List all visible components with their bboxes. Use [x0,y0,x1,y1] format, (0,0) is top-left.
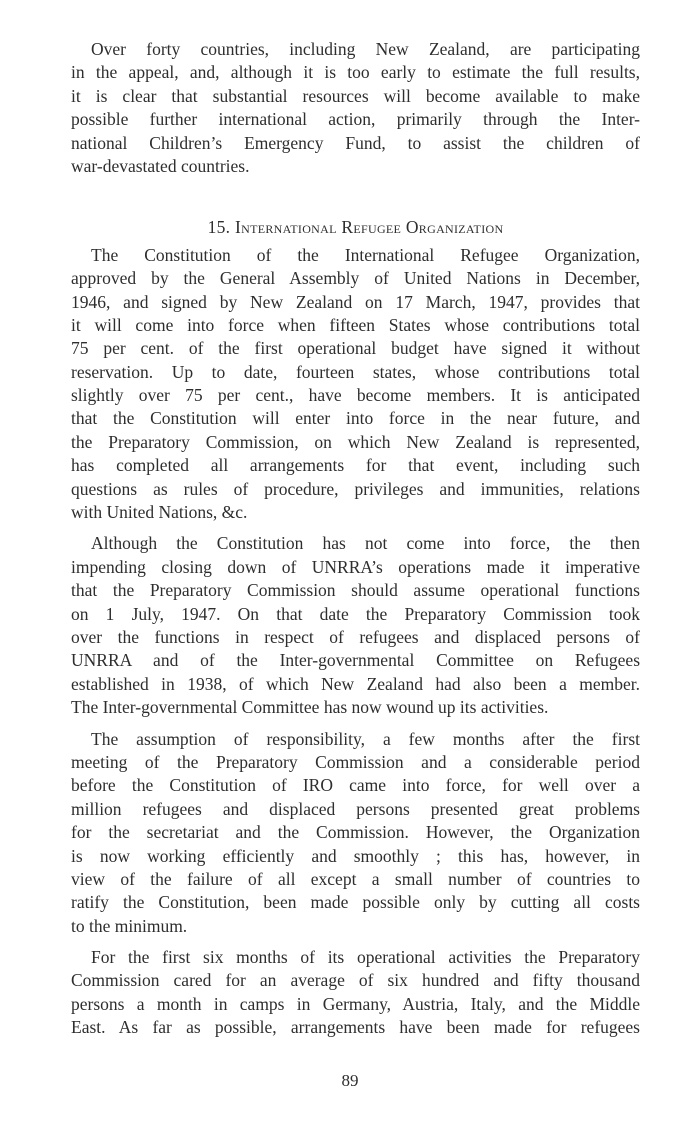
text-line: Over forty countries, including New Zealand, are participating [91,39,640,59]
text-line: possible further international action, primarily through the Inter- [71,109,640,130]
section-heading: 15. International Refugee Organization [207,217,504,238]
text-line: ratify the Constitution, been made possible only by cutting all costs [71,892,640,913]
text-line: Although the Constitution has not come into force, the then [91,533,640,554]
text-line: it is clear that substantial resources will become available to make [71,85,640,106]
text-line: on 1 July, 1947. On that date the Preparatory Commission took [71,603,640,624]
text-line: 1946, and signed by New Zealand on 17 March, 1947, provides that [71,291,640,312]
paragraph [71,38,640,178]
text-line: 75 per cent. of the first operational budget have signed it without [71,338,640,359]
text-line: Commission cared for an average of six hundred and fifty thousand [71,970,640,991]
text-line: over the functions in respect of refugees and displaced persons of [71,626,640,647]
text-line: view of the failure of all except a small number of countries to [71,868,640,889]
text-line: East. As far as possible, arrangements have been made for refugees [71,1017,640,1038]
text-line: that the Preparatory Commission should assume operational functions [71,580,640,601]
text-line: it will come into force when fifteen States whose contributions total [71,314,640,335]
document-page [71,38,640,1048]
text-line: the Preparatory Commission, on which New Zealand is represented, [71,431,640,452]
text-line: that the Constitution will enter into force in the near future, and [71,408,640,429]
text-line: questions as rules of procedure, privileges and immunities, relations [71,478,640,499]
text-line: persons a month in camps in Germany, Austria, Italy, and the Middle [71,993,640,1014]
text-line: national Children’s Emergency Fund, to assist the children of [71,132,640,153]
text-line: The Inter-governmental Committee has now wound up its activities. [71,697,549,718]
text-line: before the Constitution of IRO came into force, for well over a [71,775,640,796]
text-line: to the minimum. [71,915,188,936]
text-line: For the first six months of its operational activities the Preparatory [91,947,640,968]
text-line: meeting of the Preparatory Commission and a considerable period [71,751,640,772]
paragraph [71,532,640,719]
text-line: war-devastated countries. [71,155,250,176]
paragraph [71,946,640,1040]
text-line: reservation. Up to date, fourteen states, whose contributions total [71,361,640,382]
text-line: approved by the General Assembly of United Nations in December, [71,268,640,289]
paragraph [71,728,640,939]
text-line: slightly over 75 per cent., have become members. It is anticipated [71,385,640,406]
text-line: established in 1938, of which New Zealand had also been a member. [71,673,640,694]
text-line: for the secretariat and the Commission. However, the Organization [71,822,640,843]
text-line: million refugees and displaced persons presented great problems [71,798,640,819]
text-line: in the appeal, and, although it is too early to estimate the full results, [71,62,640,83]
text-line: is now working efficiently and smoothly ; this has, however, in [71,845,640,866]
page-number: 89 [341,1071,359,1090]
text-line: The Constitution of the International Refugee Organization, [91,244,640,265]
text-line: UNRRA and of the Inter-governmental Committee on Refugees [71,650,640,671]
text-line: with United Nations, &c. [71,502,248,523]
text-line: has completed all arrangements for that event, including such [71,455,640,476]
paragraph [71,244,640,525]
text-line: The assumption of responsibility, a few months after the first [91,728,640,749]
text-line: impending closing down of UNRRA’s operations made it imperative [71,556,640,577]
